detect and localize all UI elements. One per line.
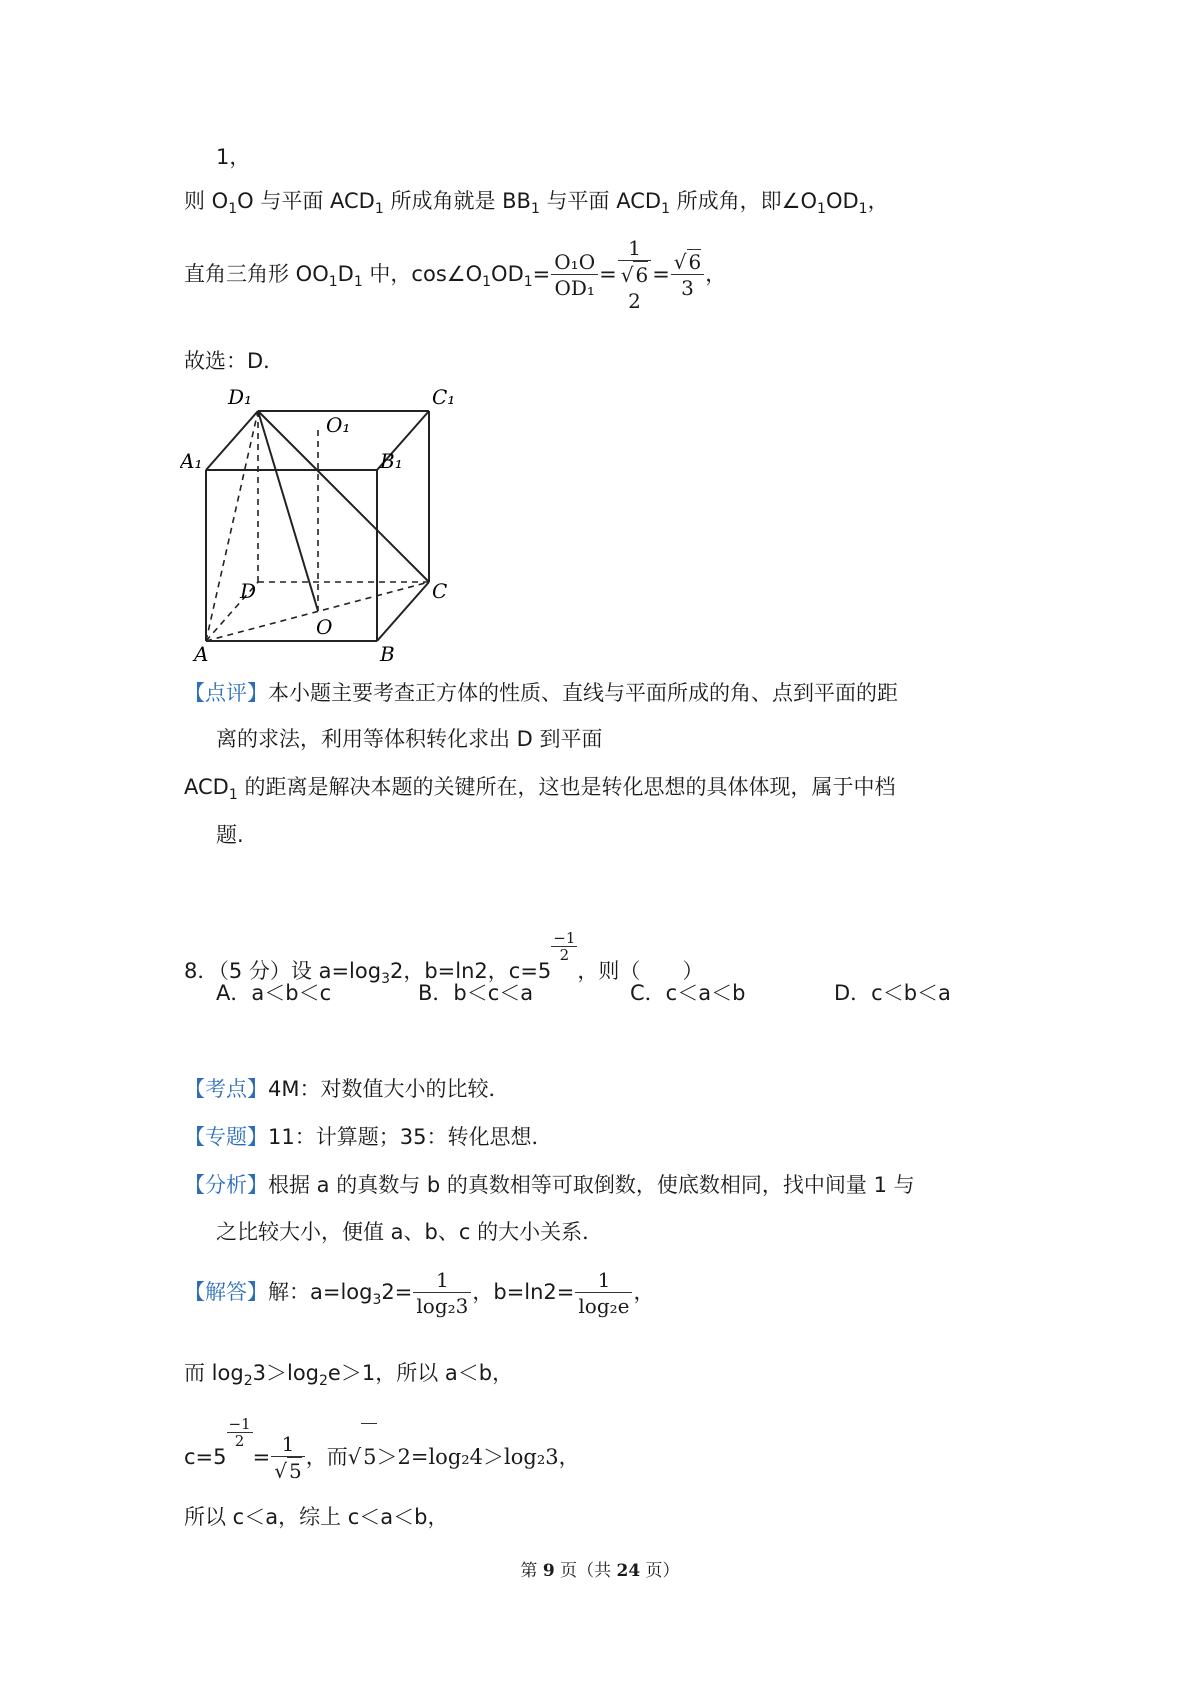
jieda-line-4: 所以 c＜a，综上 c＜a＜b， <box>184 1505 449 1529</box>
review-line-3: $ACD_1$ 的距离是解决本题的关键所在，这也是转化思想的具体体现，属于中档 <box>184 775 896 803</box>
label-b: B <box>380 642 395 665</box>
label-a1: A₁ <box>180 449 203 473</box>
label-o1: O₁ <box>326 413 351 437</box>
fraction-1-over-root5: $\frac{1}{√ 5}$ <box>271 1432 304 1484</box>
page-footer: 第 9 页（共 24 页） <box>520 1561 680 1581</box>
review-line-1: 【点评】本小题主要考查正方体的性质、直线与平面所成的角、点到平面的距 <box>184 681 898 705</box>
label-b1: B₁ <box>380 449 403 473</box>
label-c: C <box>432 579 448 603</box>
fraction-1-over-log2-e: $\frac{1}{\text{log₂e}}$ <box>575 1268 632 1319</box>
option-a: A．a＜b＜c <box>216 981 332 1005</box>
fenxi-line-1: 【分析】根据 a 的真数与 b 的真数相等可取倒数，使底数相同，找中间量 1 与 <box>184 1173 915 1197</box>
kaodian-line: 【考点】4M：对数值大小的比较． <box>184 1077 510 1101</box>
continuation-line-2: 则 $O_1O$ 与平面 $ACD_1$ 所成角就是 $BB_1$ 与平面 $ACD_1$ 所成角，即$\angle O_1OD_1$， <box>184 189 889 217</box>
zhuanti-line: 【专题】11：计算题；35：转化思想． <box>184 1125 553 1149</box>
continuation-line-1: 1， <box>216 145 251 169</box>
fraction-1-over-root6-2: 1 √ 6 2 <box>618 236 651 314</box>
label-d1: D₁ <box>228 385 253 409</box>
cube-figure <box>180 380 480 665</box>
fraction-1-over-log2-3: $\frac{1}{\text{log₂3}}$ <box>413 1268 471 1319</box>
label-c1: C₁ <box>432 385 456 409</box>
jieda-line-2: 而 $\log_23>\log_2e>1$，所以 a＜b， <box>184 1361 514 1389</box>
review-line-4: 题. <box>216 823 244 847</box>
label-d: D <box>240 579 257 603</box>
fraction-o1o-od1: $\frac{\text{O₁O}}{\text{OD₁}}$ <box>551 250 598 301</box>
review-tag: 【点评】 <box>184 681 268 705</box>
label-a: A <box>194 642 209 665</box>
exponent-minus-half: $\frac{-1}{2}$ <box>553 929 576 964</box>
jieda-line-1: 【解答】解：$a=\log_32=$ $\frac{1}{\text{log₂3}}$ ，b=ln2= $\frac{1}{\text{log₂e}}$ ， <box>184 1267 655 1318</box>
exponent-minus-half-2: $\frac{-1}{2}$ <box>228 1415 251 1450</box>
option-b: B．b＜c＜a <box>418 981 534 1005</box>
option-d: D．c＜b＜a <box>834 981 951 1005</box>
review-line-2: 离的求法，利用等体积转化求出 D 到平面 <box>216 727 603 751</box>
jieda-line-3: c=5 $\frac{-1}{2}$ = $\frac{1}{√ 5}$ ，而√5＞2=log₂4＞log₂3， <box>184 1416 580 1490</box>
fraction-root6-over-3: $\frac{√ 6}{3}$ <box>671 249 704 301</box>
fenxi-line-2: 之比较大小，便值 a、b、c 的大小关系． <box>216 1220 604 1244</box>
label-o: O <box>316 615 333 639</box>
answer-line: 故选：D． <box>184 349 285 373</box>
option-c: C．c＜a＜b <box>630 981 746 1005</box>
continuation-line-3: 直角三角形 $OO_1D_1$ 中，$\cos\angle O_1OD_1=$ $\frac{\text{O₁O}}{\text{OD₁}}$ = 1 √ 6 2 = $\frac{√ 6}{3}$ ， <box>184 236 727 313</box>
question-8-stem: 8．（5 分）设 $a=\log_32$，b=ln2，c=5 $\frac{-1}{2}$ ，则（ ） <box>184 929 704 987</box>
